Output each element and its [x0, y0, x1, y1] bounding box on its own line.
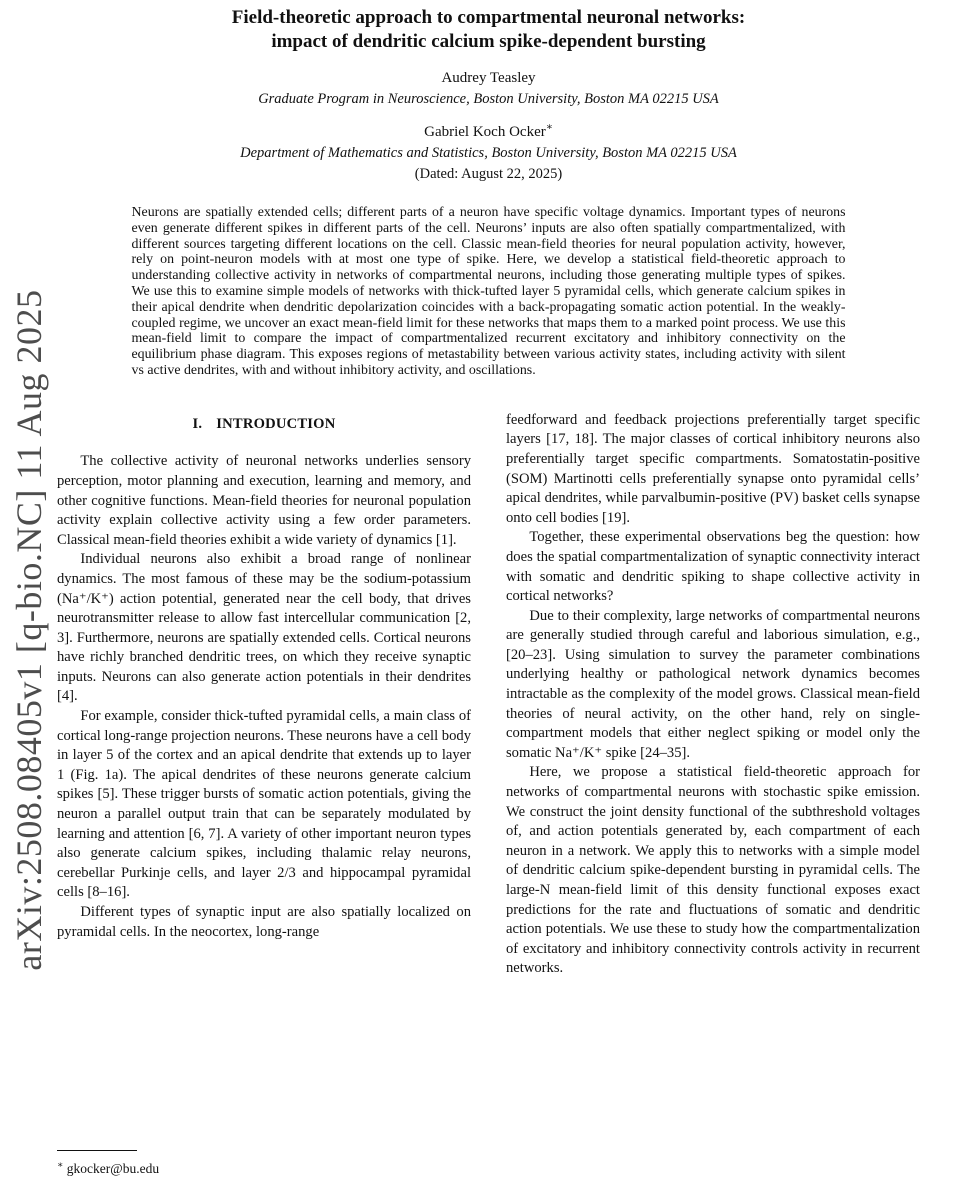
abstract: Neurons are spatially extended cells; different parts of a neuron have specific voltage dynamics. Important types of neurons even generate different spikes in different parts of the cell. Neurons’ inputs are also often spatially compartmentalized, with different sources targeting different locations on the cell. Classic mean-field theories for neural population activity, however, rely on point-neuron models with at most one type of spike. Here, we develop a statistical field-theoretic approach to understanding collective activity in networks of compartmental neurons, including those generating multiple types of spikes. We use this to examine simple models of networks with thick-tufted layer 5 pyramidal cells, which generate calcium spikes in their apical dendrite when dendritic depolarization coincides with a back-propagating somatic action potential. In the weakly-coupled regime, we uncover an exact mean-field limit for these networks that maps them to a marked point process. We use this mean-field limit to compare the impact of compartmentalized recurrent excitatory and inhibitory connectivity on the equilibrium phase diagram. This exposes regions of metastability between various activity states, including activity with silent vs active dendrites, with and without inhibitory activity, and oscillations. [131, 205, 846, 378]
right-column [506, 411, 920, 979]
footnote-block [57, 1150, 477, 1177]
paper-title [57, 6, 920, 54]
author-block [57, 70, 920, 183]
author-2 [57, 124, 920, 162]
author-2-name-text: Gabriel Koch Ocker [424, 124, 546, 140]
paragraph: Individual neurons also exhibit a broad range of nonlinear dynamics. The most famous of these may be the sodium-potassium (Na⁺/K⁺) action potential, generated near the cell body, that drives neurotransmitter release to allow fast intercellular communication [2, 3]. Furthermore, neurons are spatially extended cells. Cortical neurons have richly branched dendritic trees, on which they receive synaptic inputs. Neurons can also generate action potentials in their dendrites [4]. [57, 551, 471, 705]
arxiv-banner: arXiv:2508.08405v1 [q-bio.NC] 11 Aug 2025 [9, 289, 49, 971]
author-1 [57, 70, 920, 108]
paper-title-line2: impact of dendritic calcium spike-dependent bursting [271, 31, 706, 52]
paragraph: Due to their complexity, large networks of compartmental neurons are generally studied through careful and laborious simulation, e.g., [20–23]. Using simulation to survey the parameter combinations underlying healthy or pathological network dynamics becomes intractable as the complexity of the model grows. Classical mean-field theories of neural activity, on the other hand, rely on single-compartment models that either neglect spiking or model only the somatic Na⁺/K⁺ spike [24–35]. [506, 607, 920, 761]
two-column-body [57, 411, 920, 979]
footnote-email: gkocker@bu.edu [66, 1161, 160, 1176]
author-1-name-text: Audrey Teasley [441, 70, 536, 86]
footnote-marker: ∗ [57, 1160, 64, 1171]
section-title: INTRODUCTION [216, 415, 336, 432]
paragraph: The collective activity of neuronal networks underlies sensory perception, motor planning and execution, learning and memory, and other cognitive functions. Mean-field theories for neuronal population activity explain collective activity using a few order parameters. Classical mean-field theories exhibit a wide variety of dynamics [1]. [57, 453, 471, 548]
paper-content [57, 6, 920, 979]
paragraph: feedforward and feedback projections preferentially target specific layers [17, 18]. The major classes of cortical inhibitory neurons also preferentially target specific compartments. Somatostatin-positive (SOM) Martinotti cells preferentially synapse onto pyramidal cells’ apical dendrites, while parvalbumin-positive (PV) basket cells synapse onto cell bodies [19]. [506, 411, 920, 526]
paragraph: Different types of synaptic input are also spatially localized on pyramidal cells. In the neocortex, long-range [57, 904, 471, 940]
left-column [57, 411, 471, 979]
author-1-affiliation: Graduate Program in Neuroscience, Boston University, Boston MA 02215 USA [258, 91, 719, 107]
section-heading-introduction [57, 415, 471, 435]
footnote [57, 1161, 477, 1177]
author-1-name [57, 70, 920, 87]
paper-title-line1: Field-theoretic approach to compartmental neuronal networks: [231, 7, 746, 28]
author-2-footnote-marker: ∗ [545, 122, 553, 133]
author-2-affiliation: Department of Mathematics and Statistics, Boston University, Boston MA 02215 USA [240, 145, 737, 161]
footnote-rule [57, 1150, 137, 1151]
paragraph: Together, these experimental observations beg the question: how does the spatial compartmentalization of synaptic connectivity interact with somatic and dendritic spiking to shape collective activity in cortical networks? [506, 529, 920, 605]
paper-date: (Dated: August 22, 2025) [414, 166, 563, 182]
paragraph: Here, we propose a statistical field-theoretic approach for networks of compartmental neurons with stochastic spike emission. We construct the joint density functional of the subthreshold voltages of, and action potentials generated by, each compartment of each neuron in a network. We apply this to networks with a simple model of dendritic calcium spike-dependent bursting in pyramidal cells. The large-N mean-field limit of this density functional exposes exact predictions for the rate and fluctuations of somatic and dendritic action potentials. We use these to study how the compartmentalization of excitatory and inhibitory connectivity controls activity in recurrent networks. [506, 764, 920, 977]
author-2-name [57, 124, 920, 141]
paragraph: For example, consider thick-tufted pyramidal cells, a main class of cortical long-range projection neurons. These neurons have a cell body in layer 5 of the cortex and an apical dendrite that extends up to layer 1 (Fig. 1a). The apical dendrites of these neurons generate calcium spikes [5]. These trigger bursts of somatic action potentials, giving the neuron a parallel output train that can be separately modulated by learning and attention [6, 7]. A variety of other important neuron types also generate calcium spikes, including thalamic relay neurons, cerebellar Purkinje cells, and layer 2/3 and hippocampal pyramidal cells [8–16]. [57, 708, 471, 901]
section-number: I. [192, 415, 203, 432]
